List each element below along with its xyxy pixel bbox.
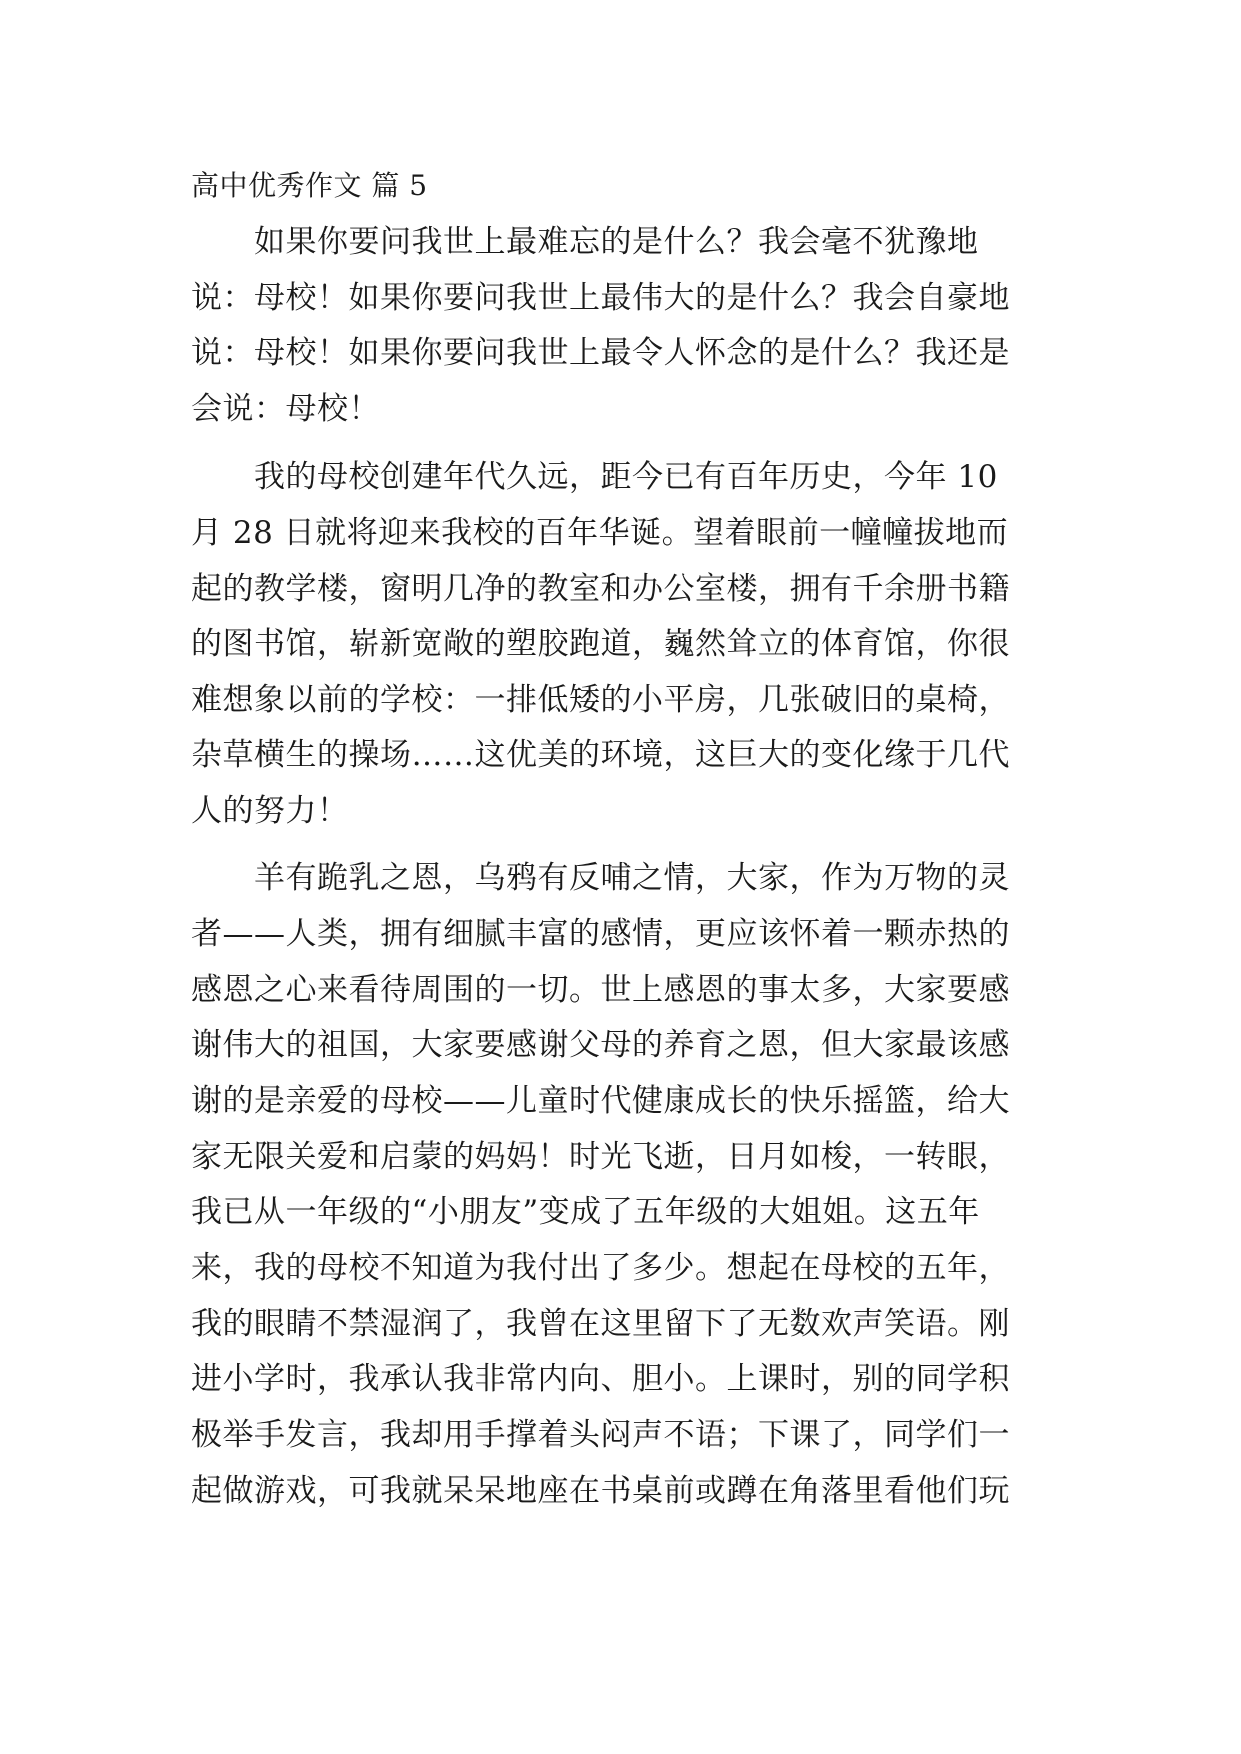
text-line: 我的母校创建年代久远，距今已有百年历史，今年 10	[191, 459, 998, 495]
text-line: 起的教学楼，窗明几净的教室和办公室楼，拥有千余册书籍	[191, 571, 1010, 607]
text-line: 我已从一年级的“小朋友”变成了五年级的大姐姐。这五年	[191, 1194, 980, 1230]
text-line: 我的眼睛不禁湿润了，我曾在这里留下了无数欢声笑语。刚	[191, 1306, 1010, 1342]
text-line: 说：母校！如果你要问我世上最伟大的是什么？我会自豪地	[191, 280, 1010, 316]
text-line: 人的努力！	[191, 793, 349, 829]
text-line: 谢的是亲爱的母校——儿童时代健康成长的快乐摇篮，给大	[191, 1083, 1010, 1119]
text-line: 月 28 日就将迎来我校的百年华诞。望着眼前一幢幢拔地而	[191, 515, 1009, 551]
text-line: 家无限关爱和启蒙的妈妈！时光飞逝，日月如梭，一转眼，	[191, 1139, 1010, 1175]
text-line: 极举手发言，我却用手撑着头闷声不语；下课了，同学们一	[191, 1417, 1010, 1453]
text-line: 羊有跪乳之恩，乌鸦有反哺之情，大家，作为万物的灵	[191, 860, 1010, 896]
text-line: 者——人类，拥有细腻丰富的感情，更应该怀着一颗赤热的	[191, 916, 1010, 952]
text-line: 谢伟大的祖国，大家要感谢父母的养育之恩，但大家最该感	[191, 1027, 1010, 1063]
text-line: 进小学时，我承认我非常内向、胆小。上课时，别的同学积	[191, 1361, 1010, 1397]
page-title: 高中优秀作文 篇 5	[191, 169, 428, 202]
text-line: 说：母校！如果你要问我世上最令人怀念的是什么？我还是	[191, 335, 1010, 371]
text-line: 来，我的母校不知道为我付出了多少。想起在母校的五年，	[191, 1250, 1010, 1286]
text-line: 感恩之心来看待周围的一切。世上感恩的事太多，大家要感	[191, 972, 1010, 1008]
text-line: 杂草横生的操场……这优美的环境，这巨大的变化缘于几代	[191, 737, 1010, 773]
text-line: 如果你要问我世上最难忘的是什么？我会毫不犹豫地	[191, 224, 979, 260]
text-line: 难想象以前的学校：一排低矮的小平房，几张破旧的桌椅，	[191, 682, 1010, 718]
text-line: 会说：母校！	[191, 391, 380, 427]
text-line: 的图书馆，崭新宽敞的塑胶跑道，巍然耸立的体育馆，你很	[191, 626, 1010, 662]
text-line: 起做游戏，可我就呆呆地座在书桌前或蹲在角落里看他们玩	[191, 1473, 1010, 1509]
